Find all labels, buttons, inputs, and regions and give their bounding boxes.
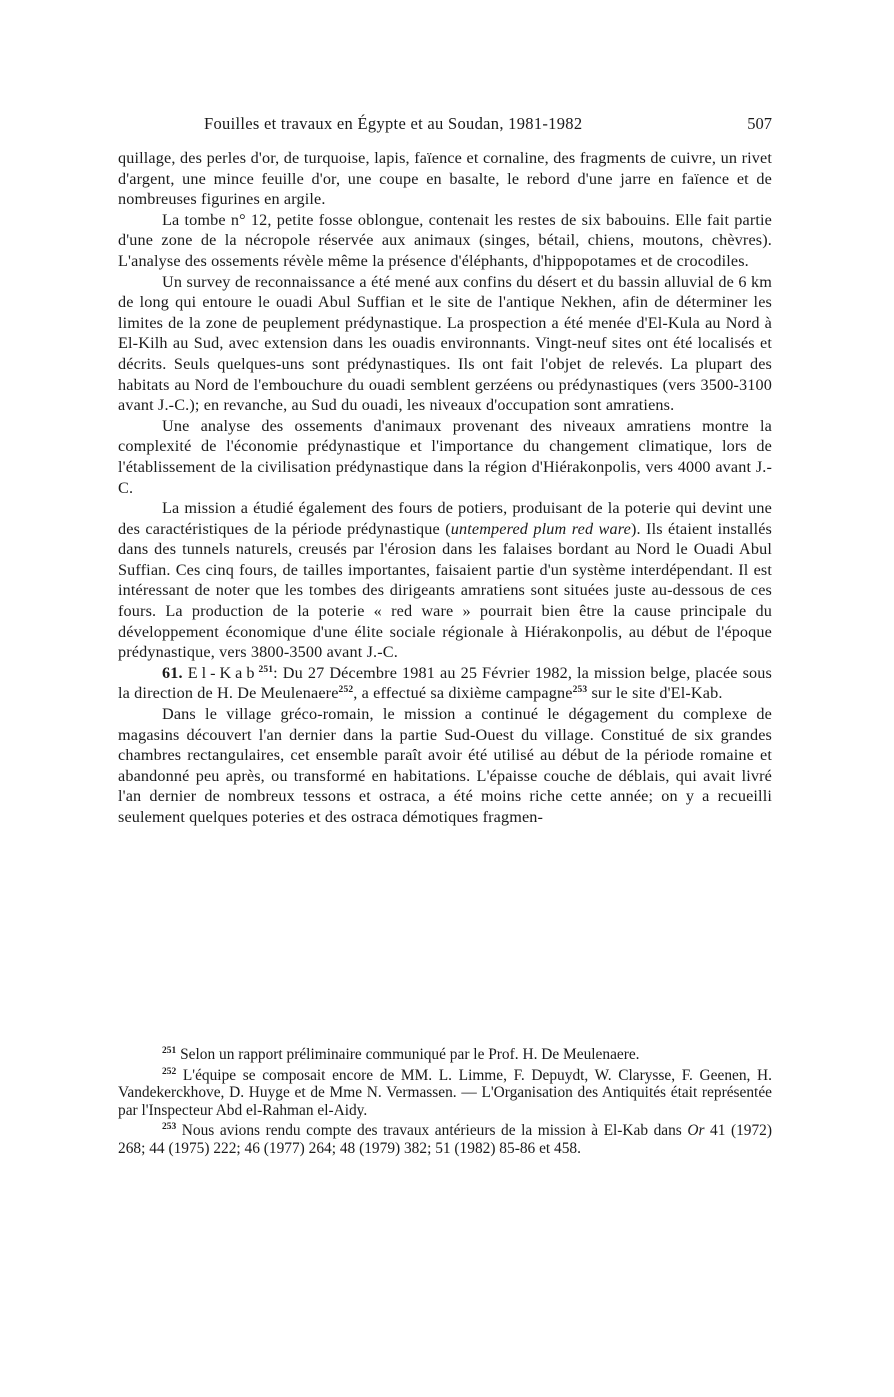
paragraph: Dans le village gréco-romain, le mission a continué le dégagement du complexe de magasins découvert l'an dernier dans la partie Sud-Ouest du village. Constitué de six grandes chambres rectangulaires, cet ensemble paraît avoir été utilisé au début de la période romaine et abandonné peu après, ou transformé en habitations. L'épaisse couche de déblais, qui avait livré l'an dernier de nombreux tessons et ostraca, a été moins riche cette année; on y a recueilli seulement quelques poteries et des ostraca démotiques fragmen- <box>118 705 772 826</box>
section-place: El-Kab <box>187 663 259 682</box>
footnote-ref[interactable]: 251 <box>258 664 274 675</box>
section-number: 61. <box>162 663 183 682</box>
paragraph: quillage, des perles d'or, de turquoise, lapis, faïence et cornaline, des fragments de cuivre, un rivet d'argent, une mince feuille d'or, une coupe en basalte, le rebord d'une jarre en faïence et de nombreuses figurines en argile. <box>118 149 772 209</box>
journal-abbrev: Or <box>687 1122 705 1140</box>
footnote-text: L'équipe se composait encore de MM. L. Limme, F. Depuydt, W. Clarysse, F. Geenen, H. Vandekerckhove, D. Huyge et de Mme N. Vermassen. — L'Organisation des Antiquités était représentée par l'Inspecteur Abd el-Rahman el-Aidy. <box>118 1066 772 1119</box>
running-title: Fouilles et travaux en Égypte et au Soudan, 1981-1982 <box>204 114 583 133</box>
footnote-text: Nous avions rendu compte des travaux antérieurs de la mission à El-Kab dans <box>176 1122 688 1140</box>
footnote-number: 252 <box>162 1066 177 1077</box>
page-number: 507 <box>747 114 772 133</box>
footnote-ref[interactable]: 252 <box>338 685 354 696</box>
body-text <box>118 148 772 828</box>
paragraph: Un survey de reconnaissance a été mené aux confins du désert et du bassin alluvial de 6 km de long qui entoure le ouadi Abul Suffian et le site de l'antique Nekhen, afin de déterminer les limites de la zone de peuplement prédynastique. La prospection a été menée d'El-Kula au Nord à El-Kilh au Sud, avec extension dans les ouadis environnants. Vingt-neuf sites ont été localisés et décrits. Seuls quelques-uns sont prédynastiques. Ils ont fait l'objet de relevés. La plupart des habitats au Nord de l'embouchure du ouadi semblent gerzéens ou prédynastiques (vers 3500-3100 avant J.-C.); en revanche, au Sud du ouadi, les niveaux d'occupation sont amratiens. <box>118 272 772 415</box>
paragraph-text: sur le site d'El-Kab. <box>587 684 723 703</box>
paragraph-text: ). Ils étaient installés dans des tunnels naturels, creusés par l'érosion dans les falaises bordant au Nord le Ouadi Abul Suffian. Ces cinq fours, de tailles importantes, faisaient partie d'un système interdépendant. Il est intéressant de noter que les tombes des dirigeants amratiens sont situées juste au-dessous de ces fours. La production de la poterie « red ware » pourrait bien être la cause principale du développement économique d'une élite sociale régionale à Hiérakonpolis, au début de l'époque prédynastique, vers 3800-3500 avant J.-C. <box>118 519 773 662</box>
paragraph: La tombe n° 12, petite fosse oblongue, contenait les restes de six babouins. Elle fait partie d'une zone de la nécropole réservée aux animaux (singes, bétail, chiens, moutons, chèvres). L'analyse des ossements révèle même la présence d'éléphants, d'hippopotames et de crocodiles. <box>118 210 772 270</box>
footnote <box>118 1046 772 1064</box>
footnotes <box>118 1046 772 1161</box>
footnote-number: 253 <box>162 1122 177 1133</box>
section-paragraph <box>118 663 772 704</box>
footnote <box>118 1067 772 1120</box>
footnote-ref[interactable]: 253 <box>572 685 588 696</box>
running-header <box>204 113 772 135</box>
paragraph-text: La mission a étudié également des fours de potiers, produisant de la poterie qui devint une des caractéristiques de la période prédynastique ( <box>118 499 772 538</box>
footnote-number: 251 <box>162 1046 177 1056</box>
footnote <box>118 1122 772 1157</box>
paragraph-text: : Du 27 Décembre 1981 au 25 Février 1982, la mission belge, placée sous la direction de H. De Meulenaere <box>118 663 772 703</box>
italic-term: untempered plum red ware <box>450 519 631 538</box>
paragraph: Une analyse des ossements d'animaux provenant des niveaux amratiens montre la complexité de l'économie prédynastique et l'importance du changement climatique, lors de l'établissement de la civilisation prédynastique dans la région d'Hiérakonpolis, vers 4000 avant J.-C. <box>118 416 772 497</box>
footnote-text: 41 (1972) 268; 44 (1975) 222; 46 (1977) 264; 48 (1979) 382; 51 (1982) 85-86 et 458. <box>118 1122 772 1157</box>
footnote-text: Selon un rapport préliminaire communiqué par le Prof. H. De Meulenaere. <box>176 1046 640 1063</box>
paragraph <box>118 498 772 663</box>
paragraph-text: , a effectué sa dixième campagne <box>353 684 573 703</box>
